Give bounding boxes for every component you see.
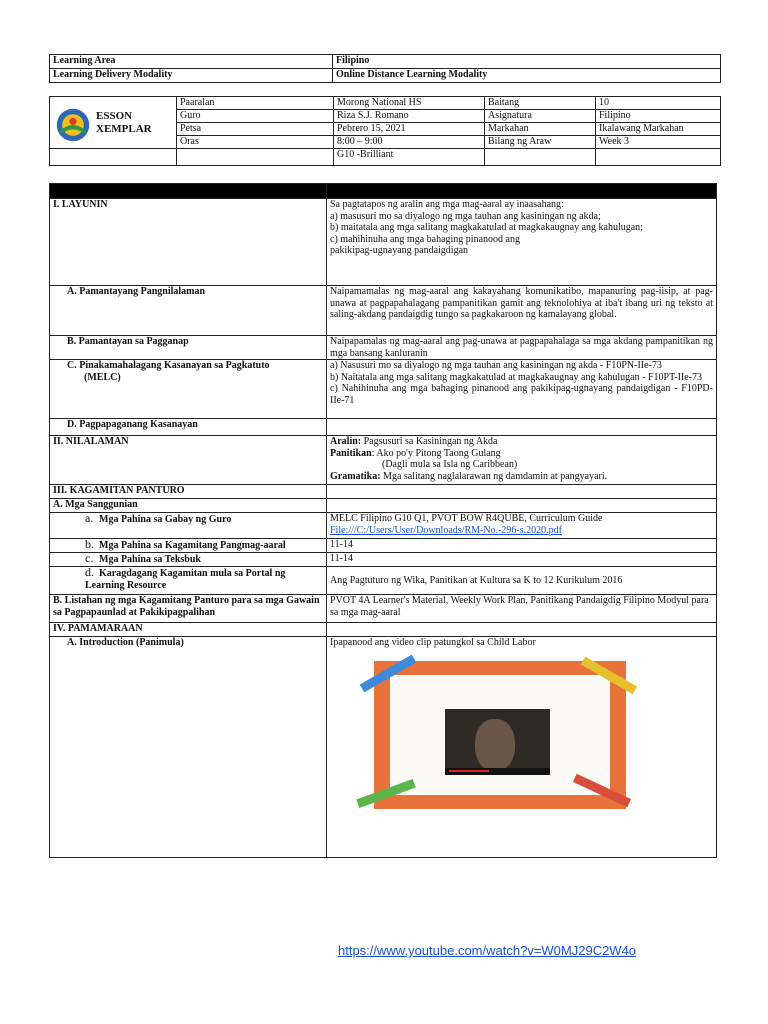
video-screen (445, 709, 550, 775)
listahan-label: B. Listahan ng mga Kagamitang Panturo para sa mga Gawain sa Pagpapaunlad at Pakikipagpalihan (50, 595, 327, 623)
header-band-left (50, 184, 327, 199)
info-label: Petsa (177, 123, 334, 136)
info-label: Paaralan (177, 97, 334, 110)
pamamaraan-label: IV. PAMAMARAAN (50, 623, 327, 637)
info-label (177, 149, 334, 166)
info-label: Oras (177, 136, 334, 149)
learning-area-label: Learning Area (50, 55, 333, 69)
gabay-guro-label: a. Mga Pahina sa Gabay ng Guro (50, 513, 327, 539)
kagamitan-label: III. KAGAMITAN PANTURO (50, 485, 327, 499)
kagamitang-pangmag-aaral-value: 11-14 (327, 539, 717, 553)
melc-label: C. Pinakamahalagang Kasanayan sa Pagkatuto (MELC) (50, 360, 327, 419)
pamantayang-pangnilalaman-text: Naipamamalas ng mag-aaral ang kakayahang komunikatibo, mapanuring pag-iisip, at pag-unawa at pagpapahalagang pampanitikan gamit ang teknolohiya at iba't ibang uri ng teksto at saling-akdang pandaigdig tungo sa pagkakaroon ng kamalayang global. (327, 286, 717, 336)
video-progress-bar (445, 768, 550, 775)
header-band-right (327, 184, 717, 199)
info-value: Riza S.J. Romano (334, 110, 485, 123)
teksbuk-label: c. Mga Pahina sa Teksbuk (50, 553, 327, 567)
pamantayan-pagganap-label: B. Pamantayan sa Pagganap (50, 336, 327, 360)
melc-content: a) Nasusuri mo sa diyalogo ng mga tauhan ang kasiningan ng akda - F10PN-IIe-73 b) Naitatala ang mga salitang magkakatulad at magkakaugnay ang kahulugan - F10PT-IIe-73 c) Nahihinuha ang mga bahaging pinanood ang pakikipag-ugnayang pandaigdigan - F10PD-IIe-71 (327, 360, 717, 419)
info-label: Guro (177, 110, 334, 123)
introduction-label: A. Introduction (Panimula) (50, 637, 327, 858)
info-label2: Asignatura (485, 110, 596, 123)
learning-resource-value: Ang Pagtuturo ng Wika, Panitikan at Kultura sa K to 12 Kurikulum 2016 (327, 567, 717, 595)
youtube-link[interactable]: https://www.youtube.com/watch?v=W0MJ29C2W4o (338, 943, 637, 958)
section-value: G10 -Brilliant (334, 149, 485, 166)
info-label2 (485, 149, 596, 166)
deped-logo-icon (55, 107, 91, 143)
layunin-content: Sa pagtatapos ng aralin ang mga mag-aaral ay inaasahang: a) masusuri mo sa diyalogo ng mga tauhan ang kasiningan ng akda; b) maitatala ang mga salitang magkakatulad at magkakaugnay ang kahulugan; c) mahihinuha ang mga bahaging pinanood ang pakikipag-ugnayang pandaigdigan (327, 199, 717, 286)
learning-resource-label: d. Karagdagang Kagamitan mula sa Portal ng Learning Resource (50, 567, 327, 595)
nilalaman-label: II. NILALAMAN (50, 436, 327, 485)
modality-label: Learning Delivery Modality (50, 69, 333, 83)
info-value2: 10 (596, 97, 721, 110)
curriculum-guide-link[interactable]: File:///C:/Users/User/Downloads/RM-No.-296-s.2020.pdf (330, 524, 562, 536)
modality-value: Online Distance Learning Modality (333, 69, 721, 83)
introduction-content: Ipapanood ang video clip patungkol sa Child Labor (327, 637, 717, 858)
gabay-guro-value: MELC Filipino G10 Q1, PVOT BOW R4QUBE, Curriculum Guide File:///C:/Users/User/Downloads/RM-No.-296-s.2020.pdf (327, 513, 717, 539)
info-value2: Ikalawang Markahan (596, 123, 721, 136)
logo-cell (50, 97, 177, 149)
lesson-table (49, 183, 717, 858)
layunin-label: I. LAYUNIN (50, 199, 327, 286)
info-label2: Baitang (485, 97, 596, 110)
info-label2: Bilang ng Araw (485, 136, 596, 149)
info-value2: Week 3 (596, 136, 721, 149)
kagamitang-pangmag-aaral-label: b. Mga Pahina sa Kagamitang Pangmag-aaral (50, 539, 327, 553)
pamantayan-pagganap-text: Naipapamalas ng mag-aaral ang pag-unawa at pagpapahalaga sa mga akdang pampanitikan ng mga bansang kanluranin (327, 336, 717, 360)
pagpapaganang-label: D. Pagpapaganang Kasanayan (50, 419, 327, 436)
pamantayang-pangnilalaman-label: A. Pamantayang Pangnilalaman (50, 286, 327, 336)
info-label2: Markahan (485, 123, 596, 136)
sanggunian-label: A. Mga Sanggunian (50, 499, 327, 513)
info-value2 (596, 149, 721, 166)
learning-area-value: Filipino (333, 55, 721, 69)
lesson-exemplar-title: ESSON XEMPLAR (96, 110, 152, 135)
info-value: 8:00 – 9:00 (334, 136, 485, 149)
listahan-value: PVOT 4A Learner's Material, Weekly Work Plan, Panitikang Pandaigdig Filipino Modyul para sa mga mag-aaral (327, 595, 717, 623)
header-table (49, 54, 721, 83)
teksbuk-value: 11-14 (327, 553, 717, 567)
info-value2: Filipino (596, 110, 721, 123)
info-value: Pebrero 15, 2021 (334, 123, 485, 136)
video-thumbnail[interactable] (374, 661, 626, 809)
info-table (49, 96, 721, 166)
info-value: Morong National HS (334, 97, 485, 110)
nilalaman-content: Aralin: Pagsusuri sa Kasiningan ng Akda Panitikan: Ako po'y Pitong Taong Gulang (Dagli mula sa Isla ng Caribbean) Gramatika: Mga salitang naglalarawan ng damdamin at pangyayari. (327, 436, 717, 485)
